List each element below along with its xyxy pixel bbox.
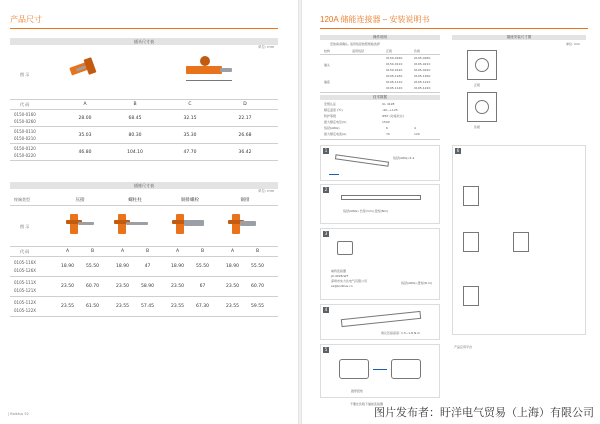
socket-type: 铜排 — [240, 198, 250, 203]
left-page — [0, 0, 298, 424]
plug-row-code: 0150-0210 — [14, 136, 36, 141]
socket-col: B — [255, 249, 260, 254]
socket-figure-label: 图 示 — [20, 224, 30, 229]
socket-col: A — [65, 249, 70, 254]
tech-value: 70 — [386, 132, 390, 136]
application-caption: 产品应用平台 — [454, 345, 473, 349]
op-row-code: 0105-0210 — [414, 62, 431, 66]
plug-row-code: 0150-0120 — [14, 146, 36, 151]
step-6-number: 6 — [456, 148, 460, 153]
socket-col: A — [120, 249, 125, 254]
op-row-code: 0105-1120 — [386, 86, 403, 90]
step-2-box — [320, 184, 440, 224]
socket-cell: 18.90 — [171, 264, 184, 269]
socket-row-code: 0105-111X — [14, 280, 36, 285]
tech-label: 额定温度 (℃) — [324, 108, 343, 112]
op-row-code: 0105-1110 — [386, 80, 403, 84]
step-3-box — [320, 228, 440, 300]
plug-col-d: D — [243, 102, 247, 107]
figure-label: 正极 — [474, 83, 481, 87]
plug-row-code: 0150-0260 — [14, 119, 36, 124]
socket-col: A — [175, 249, 180, 254]
right-title-rule — [320, 28, 588, 29]
op-header: 适用线径 — [352, 49, 365, 53]
op-row-code: 0105-1210 — [414, 80, 431, 84]
tech-label: 安规认证 — [324, 102, 337, 106]
socket-type-label: 终端类型 — [14, 197, 30, 202]
socket-row-code: 0105-126X — [14, 268, 36, 273]
flange-negative-circle — [475, 100, 489, 114]
socket-cell: 23.55 — [226, 304, 239, 309]
op-row-struct: 插头 — [324, 63, 331, 67]
socket-col: B — [200, 249, 205, 254]
op-header: 负极 — [414, 49, 421, 53]
tech-value: 120 — [414, 132, 420, 136]
socket-type: 压接 — [75, 198, 85, 203]
socket-cell: 61.50 — [86, 304, 99, 309]
step-1-number: 1 — [324, 148, 328, 153]
plug-cell: 35.03 — [78, 133, 92, 138]
plug-col-a: A — [83, 102, 87, 107]
step-4-box — [320, 304, 440, 340]
op-row-code: 0105-0260 — [414, 56, 431, 60]
plug-col-c: C — [188, 102, 192, 107]
socket-busbar-drawing — [513, 232, 529, 252]
socket-cell: 23.50 — [61, 284, 74, 289]
socket-crimp-drawing — [463, 186, 479, 206]
op-header: 正极 — [386, 49, 393, 53]
contact-line: 威特连接器 — [331, 269, 347, 273]
socket-cell: 67.30 — [196, 304, 209, 309]
figure-label: 负极 — [474, 125, 481, 129]
socket-cell: 18.90 — [226, 264, 239, 269]
plug-cell: 68.45 — [128, 116, 142, 121]
socket-cell: 59.55 — [251, 304, 264, 309]
left-section-title: 产品尺寸 — [10, 15, 42, 24]
plug-cell: 46.80 — [78, 150, 92, 155]
plug-cell: 26.68 — [238, 133, 252, 138]
step-6-box — [452, 145, 586, 335]
step-4-note: 建议压接高度: 1.5~1.8 N·m — [381, 331, 421, 335]
step-5-arrow — [373, 369, 387, 370]
step-4-number: 4 — [324, 307, 328, 312]
plug-cell: 36.42 — [238, 150, 252, 155]
socket-row-code: 0105-122X — [14, 308, 36, 313]
socket-cell: 18.90 — [61, 264, 74, 269]
plug-cell: 104.10 — [127, 150, 143, 155]
plug-table-title: 插头尺寸表 — [10, 38, 278, 45]
right-section-title: 120A 储能连接器 – 安装说明书 — [320, 15, 430, 24]
tech-label: 防护等级 — [324, 114, 337, 118]
plug-row-code: 0150-0220 — [14, 153, 36, 158]
cable-drawing — [341, 311, 421, 327]
socket-table-unit: 单位: mm — [258, 189, 275, 193]
op-table-title: 操作说明 — [320, 35, 440, 40]
tech-label: 最大额定电压(V) — [324, 120, 347, 124]
mate-drawing — [339, 359, 369, 379]
socket-cell: 55.50 — [251, 264, 264, 269]
step-1-arrow — [329, 174, 339, 175]
socket-cell: 23.55 — [171, 304, 184, 309]
right-unit: 单位: mm — [566, 42, 580, 46]
socket-row-code: 0105-112X — [14, 300, 36, 305]
plug-cell: 32.15 — [183, 116, 197, 121]
plug-cell: 80.30 — [128, 133, 142, 138]
op-row-struct: 插座 — [324, 80, 331, 84]
tech-value: 4 — [414, 126, 416, 130]
cable-drawing — [335, 154, 389, 166]
socket-cell: 23.50 — [116, 284, 129, 289]
bottom-caption: 不要在负载下插拔连接器 — [350, 402, 384, 406]
socket-cell: 18.90 — [116, 264, 129, 269]
socket-type: 铜排螺栓 — [181, 198, 199, 203]
plug-row-code: 0150-0160 — [14, 112, 36, 117]
socket-col: A — [230, 249, 235, 254]
tech-label: 线径(AWG) — [324, 126, 340, 130]
socket-type: 螺柱柱 — [128, 198, 142, 203]
socket-col: B — [145, 249, 150, 254]
socket-table-title: 插座尺寸表 — [10, 182, 278, 189]
plug-figure-label: 图 示 — [20, 72, 30, 77]
step-2-number: 2 — [324, 187, 328, 192]
plug-cell: 35.30 — [183, 133, 197, 138]
step-5-box — [320, 344, 440, 398]
socket-cell: 47 — [144, 264, 151, 269]
socket-cell: 67 — [199, 284, 206, 289]
socket-cell: 23.50 — [226, 284, 239, 289]
op-header: 结构 — [324, 49, 331, 53]
step-1-note: 线径(AWG) 6 4 — [393, 156, 415, 160]
tech-label: 最大额定电流(A) — [324, 132, 347, 136]
cable-drawing — [341, 195, 421, 200]
mate-drawing — [391, 359, 421, 379]
step-1-box — [320, 145, 440, 181]
publisher-watermark: 图片发布者：盱洋电气贸易（上海）有限公司 — [374, 406, 594, 419]
plug-row-code: 0150-0110 — [14, 129, 36, 134]
mount-dim-title: 插座安装尺寸图 — [452, 35, 586, 40]
socket-row-code: 0105-121X — [14, 288, 36, 293]
socket-cell: 57.45 — [141, 304, 154, 309]
tech-value: IP67 (对接状态) — [382, 114, 404, 118]
socket-busbar-bolt-drawing — [463, 286, 479, 306]
plug-code-label: 代 码 — [20, 102, 30, 107]
socket-cell: 23.50 — [171, 284, 184, 289]
tech-value: UL 4128 — [382, 102, 395, 106]
plug-table-unit: 单位: mm — [258, 45, 275, 49]
socket-stud-drawing — [463, 232, 479, 252]
contact-line: sz@bolktus.cn — [331, 284, 353, 288]
step-5-note: 推荐扭矩 — [351, 389, 364, 393]
crimp-tool-drawing — [337, 241, 353, 255]
op-row-code: 0105-0220 — [414, 68, 431, 72]
tech-value: -40~+125 — [382, 108, 398, 112]
socket-cell: 60.70 — [251, 284, 264, 289]
step-3-number: 3 — [324, 231, 328, 236]
socket-code-label: 代 码 — [20, 249, 30, 254]
socket-cell: 23.55 — [61, 304, 74, 309]
op-row-code: 0150-0120 — [386, 68, 403, 72]
step-2-note: 线径(AWG) 长度(mm) 扭矩(Nm) — [343, 209, 389, 213]
flange-positive-circle — [475, 58, 489, 72]
plug-cell: 22.17 — [238, 116, 252, 121]
socket-cell: 55.50 — [86, 264, 99, 269]
left-title-rule — [10, 28, 278, 29]
op-note: 安装前请确认, 适用线径按照规格选择 — [330, 42, 380, 46]
plug-cell: 28.00 — [78, 116, 92, 121]
plug-col-b: B — [133, 102, 137, 107]
tech-value: 1500 — [382, 120, 390, 124]
plug-cell: 47.70 — [183, 150, 197, 155]
right-page — [302, 0, 600, 424]
tech-value: 6 — [386, 126, 388, 130]
step-5-number: 5 — [324, 347, 328, 352]
contact-line: JX-4028-WT — [331, 274, 349, 278]
socket-cell: 58.90 — [141, 284, 154, 289]
op-row-code: 0105-1220 — [414, 86, 431, 90]
socket-cell: 23.55 — [116, 304, 129, 309]
socket-cell: 55.50 — [196, 264, 209, 269]
socket-row-code: 0105-116X — [14, 260, 36, 265]
op-row-code: 0105-1160 — [386, 74, 403, 78]
left-footer: | Bolktus 52 — [8, 412, 29, 416]
contact-line: 深圳市实力达电气有限公司 — [331, 279, 368, 283]
step-3-note: 线径(AWG) 扭矩(N·m) — [401, 281, 432, 285]
op-row-code: 0105-1260 — [414, 74, 431, 78]
op-row-code: 0150-0160 — [386, 56, 403, 60]
tech-table-title: 技术数据 — [320, 95, 440, 100]
socket-cell: 60.70 — [86, 284, 99, 289]
op-row-code: 0150-0110 — [386, 62, 403, 66]
socket-col: B — [90, 249, 95, 254]
